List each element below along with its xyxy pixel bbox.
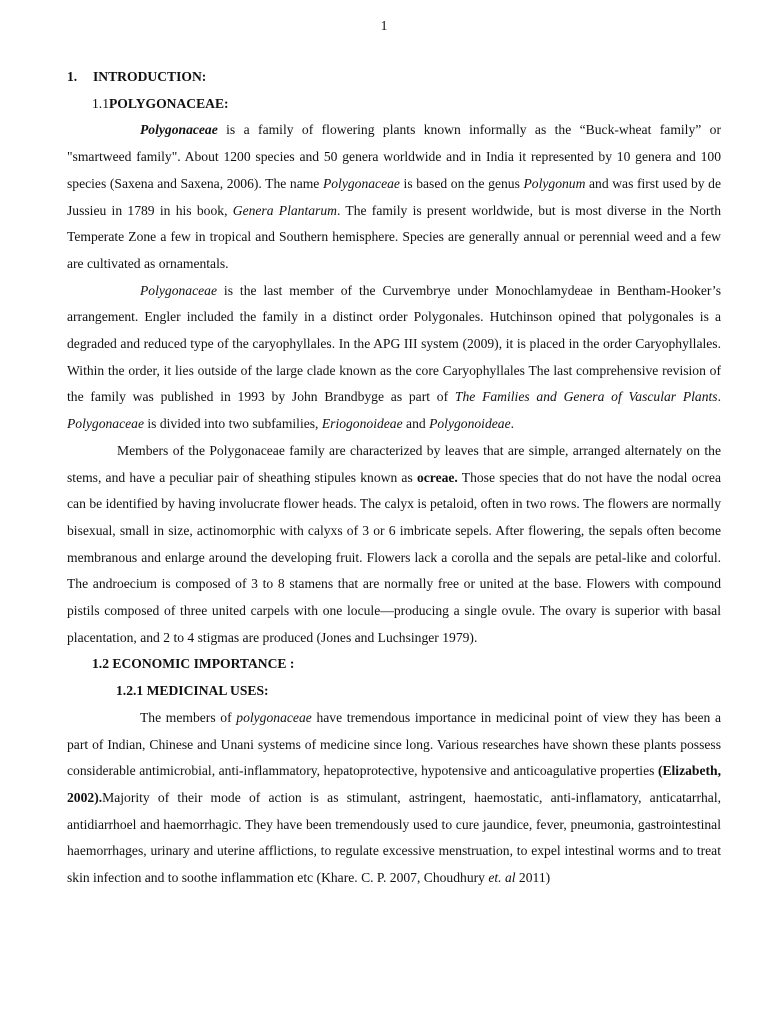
italic-term: polygonaceae	[236, 709, 312, 725]
text-run: 2011)	[515, 870, 551, 886]
text-run: .	[717, 389, 721, 405]
text-run: Those species that do not have the nodal ocrea can be identified by having involucrate flower heads. The calyx is petaloid, often in two rows. The flowers are normally bisexual, small in size, actinomorphic with calyxs of 3 or 6 imbricate sepels. After flowering, the sepals often become membranous and enlarge around the developing fruit. Flowers lack a corolla and the sepals are petal-like and colorful. The androecium is composed of 3 to 8 stamens that are normally free or united at the base. Flowers with compound pistils composed of three united carpels with one locule—producing a single ovule. The ovary is superior with basal placentation, and 2 to 4 stigmas are produced (Jones and Luchsinger 1979).	[67, 469, 722, 645]
text-run: is based on the genus	[399, 175, 524, 191]
subsubsection-heading-medicinal-uses: 1.2.1 MEDICINAL USES:	[116, 683, 269, 699]
subsection-number: 1.1	[92, 95, 109, 111]
italic-term: Polygonaceae	[67, 416, 144, 432]
text-run: The members of	[140, 709, 237, 725]
italic-term: Genera Plantarum	[232, 202, 337, 218]
paragraph-classification	[67, 278, 721, 438]
text-run: . The family is present worldwide, but is most diverse in the North Temperate Zone a few in tropical and Southern hemisphere. Species are generally annual or perennial weed and a few are cultivated as ornamentals.	[67, 202, 721, 271]
paragraph-family-overview	[67, 117, 721, 277]
section-heading-introduction	[67, 64, 721, 91]
italic-term: Polygonaceae	[140, 282, 217, 298]
text-run: and was first used by de Jussieu in 1789 in his book,	[67, 175, 722, 218]
italic-term: Polygonaceae	[140, 122, 218, 138]
italic-term: et. al	[488, 870, 516, 886]
subsection-title: POLYGONACEAE:	[109, 95, 229, 111]
text-run: is the last member of the Curvembrye under Monochlamydeae in Bentham-Hooker’s arrangement. Engler included the family in a distinct order Polygonales. Hutchinson opined that polygonales is a degraded and reduced type of the caryophyllales. In the APG III system (2009), it is placed in the order Caryophyllales. Within the order, it lies outside of the large clade known as the core Caryophyllales The last comprehensive revision of the family was published in 1993 by John Brandbyge as part of	[67, 282, 721, 405]
section-number: 1.	[67, 69, 78, 84]
bold-term: ocreae.	[416, 469, 458, 485]
text-run: is a family of flowering plants known informally as the “Buck-wheat family” or "smartweed family". About 1200 species and 50 genera worldwide and in India it represented by 10 genera and 100 species (Saxena and Saxena, 2006). The name	[67, 122, 721, 191]
italic-term: Polygonum	[523, 175, 586, 191]
italic-term: Polygonoideae	[429, 416, 511, 432]
paragraph-morphology	[67, 438, 721, 652]
bold-citation: (Elizabeth, 2002).	[67, 763, 721, 805]
text-run: .	[510, 416, 515, 432]
document-body	[67, 64, 721, 892]
text-run: is divided into two subfamilies,	[144, 416, 322, 432]
section-title: INTRODUCTION:	[93, 69, 207, 84]
subsection-heading-economic-importance: 1.2 ECONOMIC IMPORTANCE :	[92, 656, 295, 672]
text-run: Members of the Polygonaceae family are characterized by leaves that are simple, arranged alternately on the stems, and have a peculiar pair of sheathing stipules known as	[67, 442, 721, 485]
italic-term: Eriogonoideae	[321, 416, 403, 432]
subsection-heading-polygonaceae	[67, 91, 721, 118]
italic-term: Polygonaceae	[322, 175, 400, 191]
text-run: Majority of their mode of action is as stimulant, astringent, haemostatic, anti-inflamatory, anticatarrhal, antidiarrhoel and haemorrhagic. They have been tremendously used to cure jaundice, fever, pneumonia, gastrointestinal haemorrhages, urinary and uterine afflictions, to regulate excessive menstruation, to expel intestinal worms and to treat skin infection and to soothe inflammation etc (Khare. C. P. 2007, Choudhury	[67, 789, 721, 886]
text-run: and	[402, 416, 430, 432]
text-run: have tremendous importance in medicinal point of view they has been a part of Indian, Chinese and Unani systems of medicine since long. Various researches have shown these plants possess considerable antimicrobial, anti-inflammatory, hepatoprotective, hypotensive and anticoagulative properties	[67, 709, 722, 779]
paragraph-medicinal-uses	[67, 705, 721, 892]
italic-term: The Families and Genera of Vascular Plants	[454, 389, 718, 405]
page-number: 1	[380, 18, 388, 33]
